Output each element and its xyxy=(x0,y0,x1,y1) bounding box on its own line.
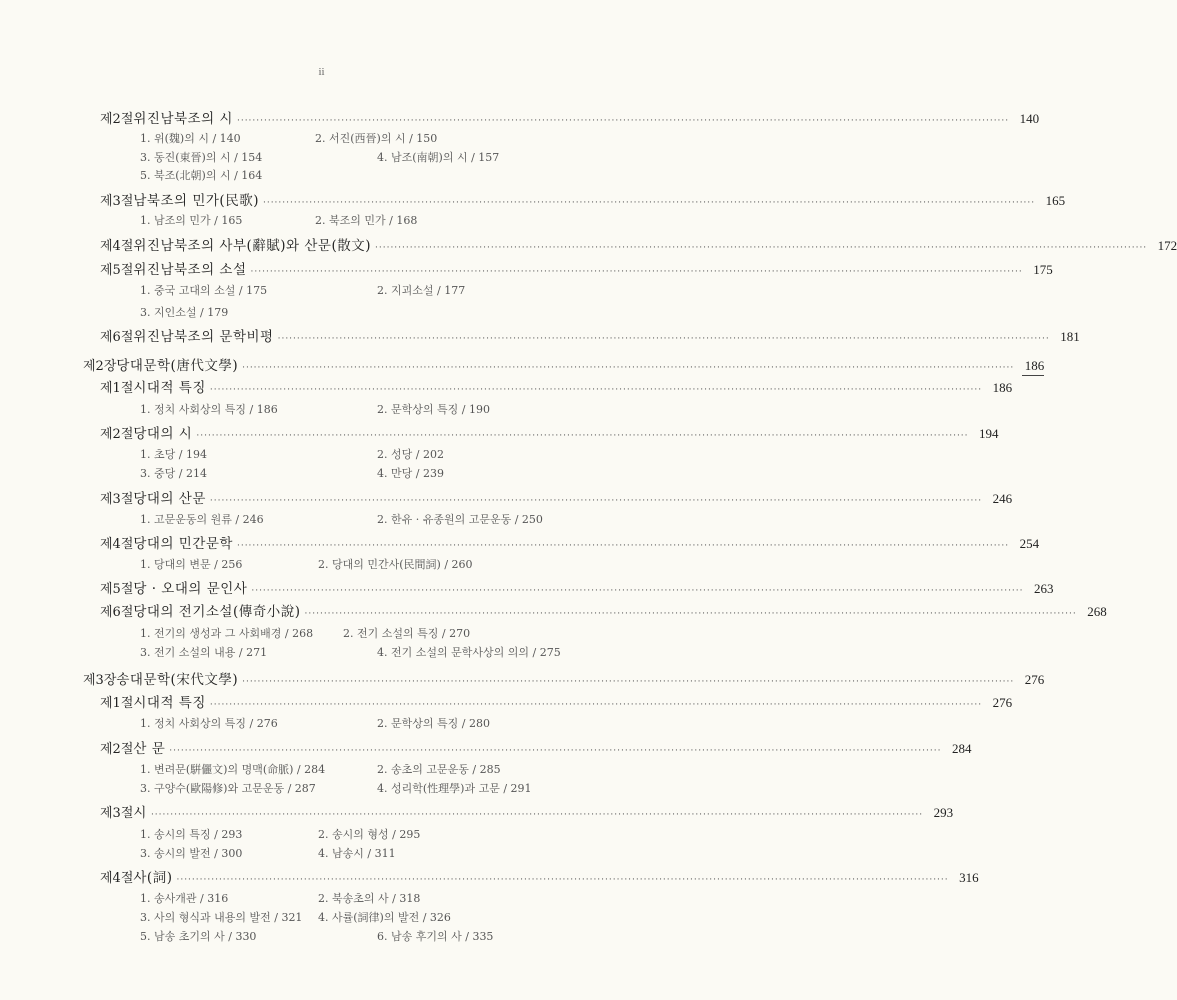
chapter-entry xyxy=(0,354,1045,374)
dot-leader: ········································································································································································································ xyxy=(236,116,1010,126)
subsection-row xyxy=(0,462,643,482)
dot-leader: ········································································································································································································ xyxy=(242,677,1015,687)
section-entry xyxy=(0,107,1040,127)
subsection-row xyxy=(0,127,643,147)
subsection-row xyxy=(0,887,643,907)
section-number: 제3절 xyxy=(100,492,134,507)
entry-title: 위진남북조의 소설 xyxy=(133,262,247,278)
subsection-item: 2. 북송초의 사 / 318 xyxy=(318,892,421,905)
dot-leader: ········································································································································································································ xyxy=(304,609,1077,619)
subsection-item: 3. 구양수(歐陽修)와 고문운동 / 287 xyxy=(140,782,316,795)
subsection-row xyxy=(0,641,643,661)
chapter-entry xyxy=(0,668,1045,688)
section-number: 제2절 xyxy=(100,427,134,442)
section-entry xyxy=(0,691,1013,711)
dot-leader: ········································································································································································································ xyxy=(196,431,969,441)
dot-leader: ········································································································································································································ xyxy=(375,243,1148,253)
subsection-row xyxy=(0,443,643,463)
subsection-row xyxy=(0,146,643,166)
entry-title: 산 문 xyxy=(133,741,166,757)
subsection-item: 5. 북조(北朝)의 시 / 164 xyxy=(140,169,263,182)
subsection-row xyxy=(0,823,643,843)
section-entry xyxy=(0,258,1053,278)
subsection-item: 3. 동진(東晉)의 시 / 154 xyxy=(140,151,263,164)
subsection-item: 1. 남조의 민가 / 165 xyxy=(140,214,243,227)
page-number: 175 xyxy=(1033,262,1053,277)
entry-title: 당대의 시 xyxy=(133,426,193,442)
subsection-item: 1. 고문운동의 원류 / 246 xyxy=(140,513,264,526)
entry-title: 위진남북조의 문학비평 xyxy=(133,329,274,345)
page-number: 316 xyxy=(959,870,979,885)
section-entry xyxy=(0,487,1013,507)
subsection-item: 1. 송시의 특징 / 293 xyxy=(140,828,243,841)
subsection-row xyxy=(0,842,643,862)
entry-title: 당대의 전기소설(傳奇小說) xyxy=(133,604,301,620)
section-entry xyxy=(0,801,954,821)
subsection-item: 1. 중국 고대의 소설 / 175 xyxy=(140,284,268,297)
section-entry xyxy=(0,189,1066,209)
subsection-row xyxy=(0,398,643,418)
subsection-row xyxy=(0,925,643,945)
section-number: 제2절 xyxy=(100,112,134,127)
subsection-item: 1. 정치 사회상의 특징 / 186 xyxy=(140,403,278,416)
page-number: 165 xyxy=(1045,193,1066,208)
subsection-row xyxy=(0,777,643,797)
entry-title: 시대적 특징 xyxy=(133,380,206,396)
section-number: 제5절 xyxy=(100,263,134,278)
subsection-item: 2. 당대의 민간사(民間詞) / 260 xyxy=(318,558,473,571)
subsection-item: 5. 남송 초기의 사 / 330 xyxy=(140,930,257,943)
section-number: 제5절 xyxy=(100,582,134,597)
section-number: 제3절 xyxy=(100,194,134,209)
section-entry xyxy=(0,422,999,442)
section-number: 제6절 xyxy=(100,605,134,620)
subsection-item: 2. 송초의 고문운동 / 285 xyxy=(377,763,501,776)
subsection-row xyxy=(0,279,643,299)
subsection-item: 3. 사의 형식과 내용의 발전 / 321 xyxy=(140,911,303,924)
entry-title: 당대의 산문 xyxy=(133,491,206,507)
entry-title: 위진남북조의 시 xyxy=(133,111,233,127)
entry-title: 시대적 특징 xyxy=(133,695,206,711)
section-entry xyxy=(0,325,1080,345)
subsection-row xyxy=(0,553,643,573)
page-number: 186 xyxy=(1022,358,1044,376)
entry-title: 송대문학(宋代文學) xyxy=(116,672,239,688)
dot-leader: ········································································································································································································ xyxy=(209,385,983,395)
subsection-item: 2. 문학상의 특징 / 280 xyxy=(377,717,490,730)
dot-leader: ········································································································································································································ xyxy=(250,267,1023,277)
subsection-item: 6. 남송 후기의 사 / 335 xyxy=(377,930,494,943)
entry-title: 위진남북조의 사부(辭賦)와 산문(散文) xyxy=(133,238,371,254)
dot-leader: ········································································································································································································ xyxy=(209,496,983,506)
subsection-item: 1. 당대의 변문 / 256 xyxy=(140,558,243,571)
section-number: 제6절 xyxy=(100,330,134,345)
subsection-item: 2. 문학상의 특징 / 190 xyxy=(377,403,490,416)
entry-title: 시 xyxy=(133,805,147,821)
entry-title: 당 · 오대의 문인사 xyxy=(133,581,248,597)
dot-leader: ········································································································································································································ xyxy=(150,810,924,820)
subsection-row xyxy=(0,209,643,229)
section-number: 제4절 xyxy=(100,239,134,254)
section-number: 제1절 xyxy=(100,696,134,711)
subsection-item: 3. 송시의 발전 / 300 xyxy=(140,847,243,860)
section-number: 제1절 xyxy=(100,381,134,396)
subsection-item: 4. 성리학(性理學)과 고문 / 291 xyxy=(377,782,532,795)
section-entry xyxy=(0,234,1177,254)
subsection-item: 2. 북조의 민가 / 168 xyxy=(315,214,418,227)
page-number: 246 xyxy=(992,491,1013,506)
entry-title: 당대의 민간문학 xyxy=(133,536,233,552)
dot-leader: ········································································································································································································ xyxy=(209,700,983,710)
subsection-item: 1. 위(魏)의 시 / 140 xyxy=(140,132,241,145)
subsection-item: 4. 전기 소설의 문학사상의 의의 / 275 xyxy=(377,646,561,659)
page-folio: ii xyxy=(318,66,325,78)
page-number: 181 xyxy=(1060,329,1080,344)
dot-leader: ········································································································································································································ xyxy=(176,875,949,885)
page-number: 284 xyxy=(951,741,972,756)
subsection-item: 2. 지괴소설 / 177 xyxy=(377,284,466,297)
subsection-row xyxy=(0,508,643,528)
section-entry xyxy=(0,737,972,757)
section-entry xyxy=(0,532,1040,552)
entry-title: 사(詞) xyxy=(133,870,173,886)
subsection-item: 4. 만당 / 239 xyxy=(377,467,444,480)
chapter-number: 제2장 xyxy=(83,359,117,374)
section-entry xyxy=(0,376,1013,396)
page-number: 293 xyxy=(933,805,954,820)
page-number: 186 xyxy=(992,380,1013,395)
page-number: 172 xyxy=(1157,238,1177,253)
subsection-row xyxy=(0,301,643,321)
subsection-item: 3. 지인소설 / 179 xyxy=(140,306,229,319)
page-number: 276 xyxy=(992,695,1013,710)
dot-leader: ········································································································································································································ xyxy=(236,541,1010,551)
subsection-item: 1. 전기의 생성과 그 사회배경 / 268 xyxy=(140,627,314,640)
page-number: 254 xyxy=(1019,536,1040,551)
subsection-row xyxy=(0,758,643,778)
subsection-item: 2. 서진(西晉)의 시 / 150 xyxy=(315,132,438,145)
subsection-row xyxy=(0,712,643,732)
entry-title: 당대문학(唐代文學) xyxy=(116,358,239,374)
section-entry xyxy=(0,577,1054,597)
subsection-item: 4. 사률(詞律)의 발전 / 326 xyxy=(318,911,451,924)
subsection-item: 1. 송사개관 / 316 xyxy=(140,892,229,905)
dot-leader: ········································································································································································································ xyxy=(242,363,1015,373)
dot-leader: ········································································································································································································ xyxy=(262,198,1036,208)
subsection-item: 4. 남조(南朝)의 시 / 157 xyxy=(377,151,500,164)
subsection-item: 1. 초당 / 194 xyxy=(140,448,207,461)
page-number: 194 xyxy=(979,426,999,441)
entry-title: 남북조의 민가(民歌) xyxy=(133,193,259,209)
page-number: 276 xyxy=(1024,672,1045,687)
subsection-item: 3. 중당 / 214 xyxy=(140,467,207,480)
subsection-row xyxy=(0,622,643,642)
page-number: 140 xyxy=(1019,111,1040,126)
subsection-item: 2. 성당 / 202 xyxy=(377,448,444,461)
section-entry xyxy=(0,600,1107,620)
subsection-item: 1. 변려문(騈儷文)의 명맥(命脈) / 284 xyxy=(140,763,326,776)
subsection-row xyxy=(0,906,643,926)
subsection-item: 2. 전기 소설의 특징 / 270 xyxy=(343,627,471,640)
subsection-item: 4. 남송시 / 311 xyxy=(318,847,396,860)
section-entry xyxy=(0,866,979,886)
section-number: 제3절 xyxy=(100,806,134,821)
dot-leader: ········································································································································································································ xyxy=(169,746,942,756)
page-number: 263 xyxy=(1034,581,1054,596)
subsection-item: 2. 송시의 형성 / 295 xyxy=(318,828,421,841)
dot-leader: ········································································································································································································ xyxy=(251,586,1024,596)
section-number: 제4절 xyxy=(100,537,134,552)
subsection-item: 3. 전기 소설의 내용 / 271 xyxy=(140,646,268,659)
page-number: 268 xyxy=(1087,604,1107,619)
chapter-number: 제3장 xyxy=(83,673,117,688)
section-number: 제2절 xyxy=(100,742,134,757)
dot-leader: ········································································································································································································ xyxy=(277,334,1050,344)
section-number: 제4절 xyxy=(100,871,134,886)
subsection-item: 2. 한유 · 유종원의 고문운동 / 250 xyxy=(377,513,543,526)
subsection-row xyxy=(0,164,643,184)
subsection-item: 1. 정치 사회상의 특징 / 276 xyxy=(140,717,278,730)
